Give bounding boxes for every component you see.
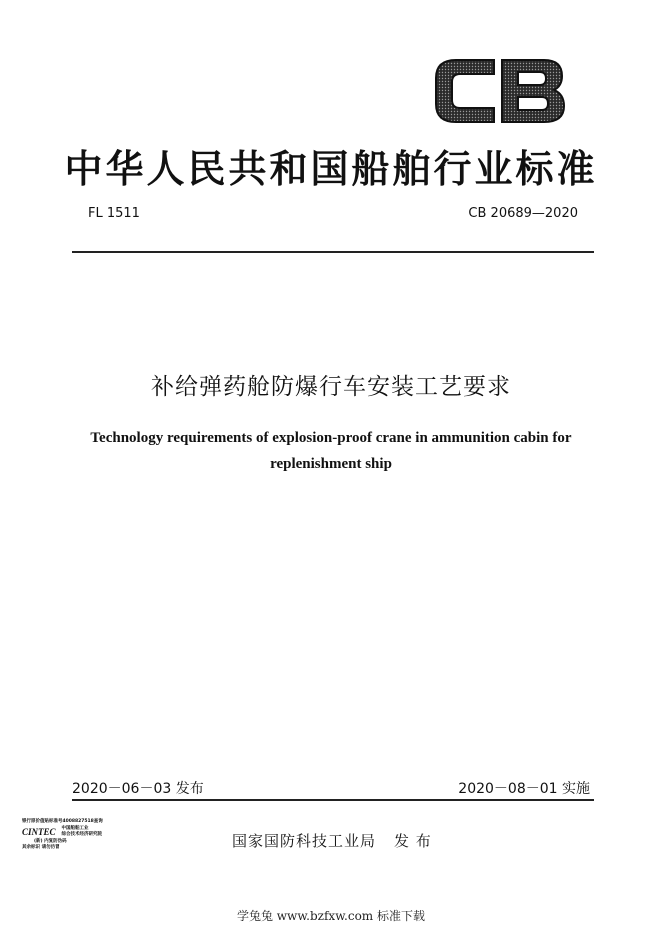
stamp-line-4: (新) 内复防伪码 [34,839,67,844]
fl-code: FL 1511 [88,206,140,221]
footer-divider [72,799,594,801]
document-title-en [60,425,602,477]
issuer-name: 国家国防科技工业局 [232,832,377,850]
stamp-line-5: 其余标识 请勿仿冒 [22,845,60,850]
stamp-line-3: 综合技术经济研究院 [61,832,103,837]
cb-number: CB 20689—2020 [468,206,578,221]
cintec-logo: CINTEC [22,827,56,837]
header-divider [72,251,594,253]
standard-title: 中华人民共和国船舶行业标准 [64,147,598,191]
title-en-line-1: Technology requirements of explosion-proof crane in ammunition cabin for [90,430,572,446]
title-en-line-2: replenishment ship [270,456,392,472]
document-title-zh: 补给弹药舱防爆行车安装工艺要求 [151,374,511,400]
anti-counterfeit-stamp [22,819,132,871]
stamp-line-1: 银行原价值贴标准号4008827518查询 [22,819,103,824]
stamp-line-2: 中国船舶工业 [61,826,89,831]
implement-date: 2020－08－01 实施 [458,781,590,797]
issuer [232,830,432,851]
cb-logo [432,56,566,126]
issuer-action: 发 布 [394,832,432,850]
footer-watermark: 学兔兔 www.bzfxw.com 标准下载 [236,909,426,923]
publish-date: 2020－06－03 发布 [72,781,204,797]
